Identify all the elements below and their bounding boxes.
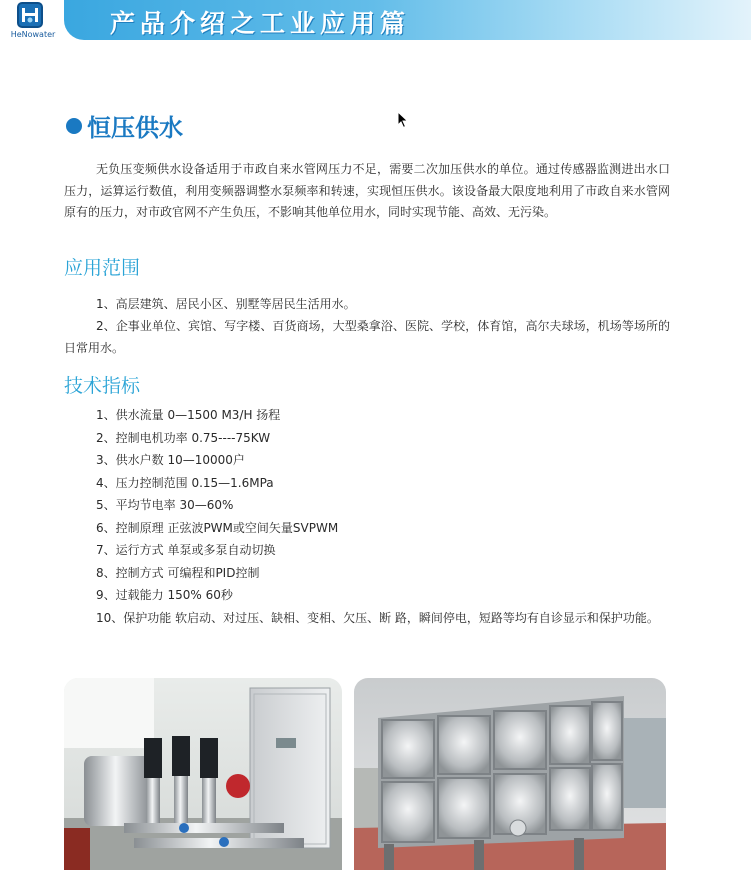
list-item: 1、供水流量 0—1500 M3/H 扬程 <box>96 408 281 422</box>
section-title <box>66 108 183 143</box>
water-tank-photo <box>354 678 666 870</box>
scope-list <box>64 293 670 359</box>
list-item: 3、供水户数 10—10000户 <box>96 453 245 467</box>
title-banner <box>64 0 751 40</box>
list-item: 2、控制电机功率 0.75----75KW <box>96 430 271 445</box>
list-item: 5、平均节电率 30—60% <box>96 498 234 512</box>
logo-mark-icon <box>17 2 43 28</box>
list-item: 4、压力控制范围 0.15—1.6MPa <box>96 475 274 490</box>
mouse-cursor-icon <box>397 111 409 129</box>
list-item: 6、控制原理 正弦波PWM或空间矢量SVPWM <box>96 520 339 535</box>
page-header <box>0 0 751 42</box>
pump-station-photo <box>64 678 342 870</box>
intro-paragraph: 无负压变频供水设备适用于市政自来水管网压力不足，需要二次加压供水的单位。通过传感器监测进出水口压力，运算运行数值，利用变频器调整水泵频率和转速，实现恒压供水。该设备最大限度地利用了市政自来水管网原有的压力，对市政官网不产生负压，不影响其他单位用水，同时实现节能、高效、无污染。 <box>64 162 670 219</box>
list-item: 1、高层建筑、居民小区、别墅等居民生活用水。 <box>96 297 356 311</box>
list-item: 10、保护功能 软启动、对过压、缺相、变相、欠压、断 路，瞬间停电，短路等均有自诊显示和保护功能。 <box>96 610 659 625</box>
logo-text: HeNowater <box>10 30 56 39</box>
scope-heading: 应用范围 <box>64 257 141 279</box>
list-item: 8、控制方式 可编程和PID控制 <box>96 565 260 580</box>
list-item: 9、过载能力 150% 60秒 <box>96 588 233 602</box>
list-item: 7、运行方式 单泵或多泵自动切换 <box>96 543 276 557</box>
list-item: 2、企事业单位、宾馆、写字楼、百货商场，大型桑拿浴、医院、学校，体育馆，高尔夫球场，机场等场所的日常用水。 <box>64 319 670 355</box>
bullet-dot-icon <box>66 118 82 134</box>
spec-heading: 技术指标 <box>64 375 141 397</box>
banner-title: 产品介绍之工业应用篇 <box>110 9 411 38</box>
section-title-text: 恒压供水 <box>87 114 183 142</box>
company-logo <box>4 2 58 42</box>
spec-list <box>64 404 670 629</box>
